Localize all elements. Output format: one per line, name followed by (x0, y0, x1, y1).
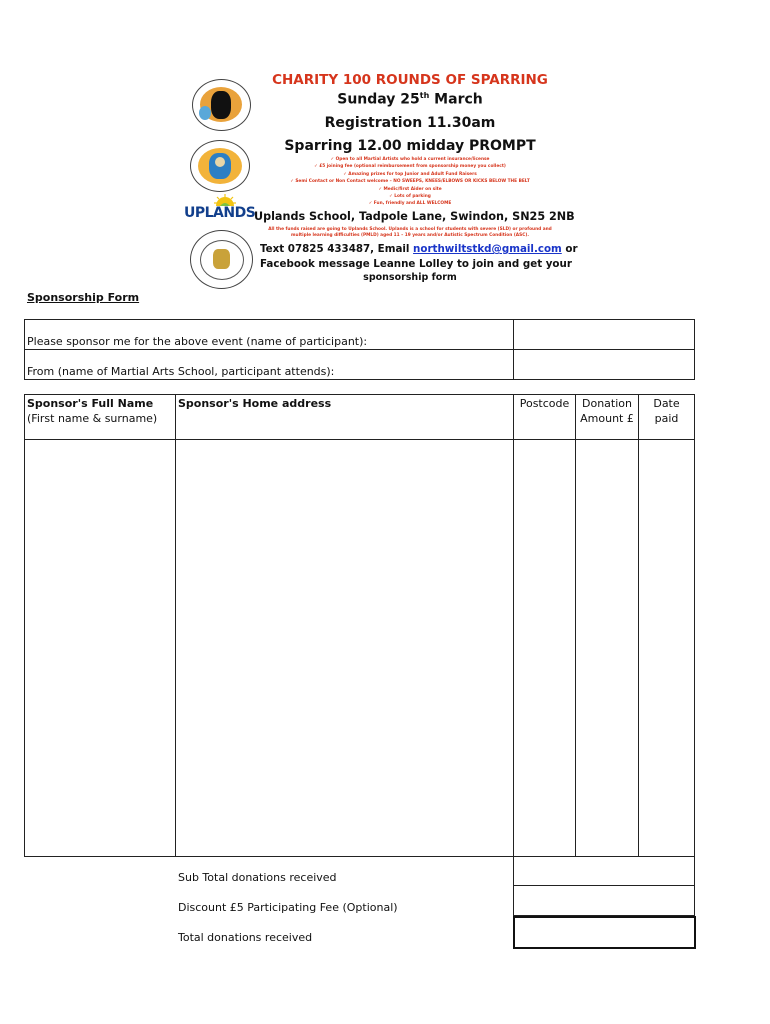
seal-logo (190, 230, 253, 289)
bullet-item: ✓ Medic/first Aider on site (378, 186, 442, 192)
bullet-item: ✓ £5 joining fee (optional reimbursement from sponsorship money you collect) (314, 164, 506, 170)
bullet-item: ✓ Open to all Martial Artists who hold a current insurance/license (330, 157, 490, 162)
club-logo-2 (190, 140, 250, 192)
date-paid-cell[interactable] (639, 440, 694, 856)
contact-line-1: Text 07825 433487, Email northwiltstkd@gmail.com or (260, 243, 578, 255)
sparring-time: Sparring 12.00 midday PROMPT (284, 138, 536, 154)
bullet-item: ✓ Semi Contact or Non Contact welcome – NO SWEEPS, KNEES/ELBOWS OR KICKS BELOW THE BELT (290, 179, 530, 185)
postcode-cell[interactable] (514, 440, 575, 856)
discount-label: Discount £5 Participating Fee (Optional) (178, 901, 398, 914)
subtotal-field[interactable] (515, 858, 693, 884)
col-header-date: Date paid (653, 397, 680, 425)
col-header-name: Sponsor's Full Name (First name & surname) (27, 397, 158, 425)
discount-field[interactable] (515, 887, 693, 914)
event-bullets (262, 156, 558, 208)
col-header-postcode: Postcode (519, 397, 570, 410)
sponsor-name-cell[interactable] (25, 440, 175, 856)
contact-email-link[interactable]: northwiltstkd@gmail.com (413, 243, 562, 255)
form-title: Sponsorship Form (27, 291, 140, 304)
event-date: Sunday 25th March (337, 91, 483, 108)
club-logo-1 (192, 79, 251, 131)
sponsor-address-cell[interactable] (176, 440, 513, 856)
col-header-donation: Donation Amount £ (580, 397, 634, 425)
school-label: From (name of Martial Arts School, participant attends): (27, 365, 335, 378)
total-donations-field[interactable] (513, 916, 696, 949)
contact-line-2: Facebook message Leanne Lolley to join and get your (260, 258, 572, 270)
event-title: CHARITY 100 ROUNDS OF SPARRING (272, 72, 548, 88)
participant-label: Please sponsor me for the above event (name of participant): (27, 335, 368, 348)
donation-cell[interactable] (576, 440, 638, 856)
col-header-address: Sponsor's Home address (178, 397, 332, 410)
contact-line-3: sponsorship form (363, 272, 457, 283)
venue-address: Uplands School, Tadpole Lane, Swindon, SN25 2NB (254, 210, 575, 223)
registration-time: Registration 11.30am (324, 115, 496, 131)
funds-note: All the funds raised are going to Uplands School. Uplands is a school for students with severe (SLD) or profound and multiple learning difficulties (PMLD) aged 11 – 19 years and/or Autistic Spectrum Condition (ASC). (268, 227, 552, 238)
bullet-item: ✓ Amazing prizes for top Junior and Adult Fund Raisers (343, 171, 477, 177)
participant-name-field[interactable] (515, 321, 693, 348)
bullet-item: ✓ Lots of parking (389, 194, 431, 200)
school-logo: UPLANDS (184, 205, 256, 221)
subtotal-label: Sub Total donations received (178, 871, 337, 884)
bullet-item: ✓ Fun, friendly and ALL WELCOME (368, 201, 452, 207)
total-label: Total donations received (178, 931, 313, 944)
school-name-field[interactable] (515, 351, 693, 378)
